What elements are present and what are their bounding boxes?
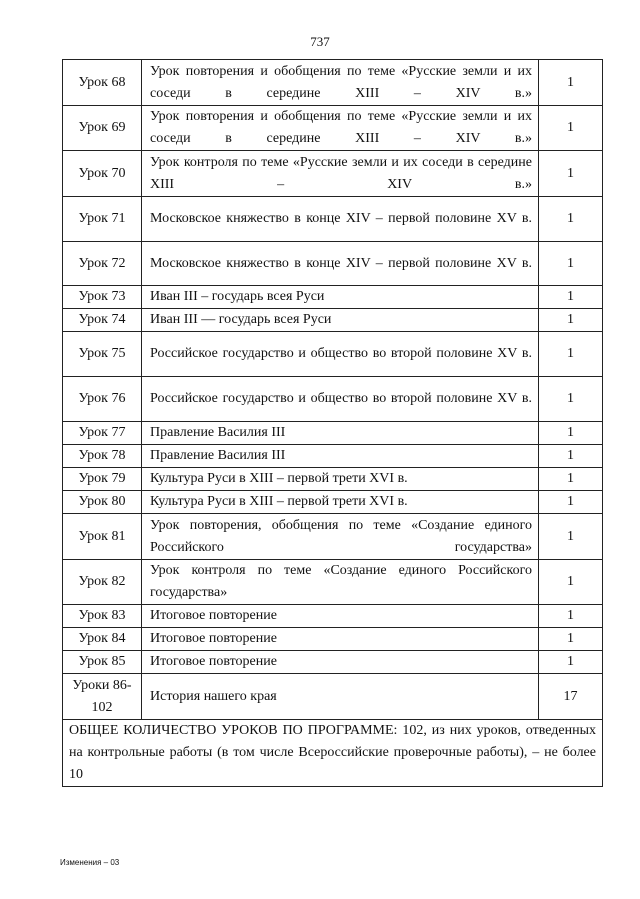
table-row	[63, 309, 603, 332]
topic-cell: Урок повторения и обобщения по теме «Русские земли и их соседи в середине XIII – XIV в.»	[142, 106, 539, 151]
lesson-cell: Урок 77	[63, 422, 142, 445]
hours-cell: 1	[539, 560, 603, 605]
hours-cell: 1	[539, 286, 603, 309]
table-row	[63, 242, 603, 286]
table-row	[63, 445, 603, 468]
topic-cell: Иван III — государь всея Руси	[142, 309, 539, 332]
hours-cell: 1	[539, 445, 603, 468]
hours-cell: 1	[539, 106, 603, 151]
topic-cell: Правление Василия III	[142, 422, 539, 445]
topic-cell: Урок повторения и обобщения по теме «Русские земли и их соседи в середине XIII – XIV в.»	[142, 60, 539, 106]
lesson-cell: Урок 81	[63, 514, 142, 560]
table-row	[63, 106, 603, 151]
lesson-cell: Урок 69	[63, 106, 142, 151]
table-row	[63, 514, 603, 560]
hours-cell: 1	[539, 197, 603, 242]
topic-cell: Культура Руси в XIII – первой трети XVI в.	[142, 468, 539, 491]
table-row	[63, 468, 603, 491]
table-row	[63, 628, 603, 651]
lessons-table	[62, 59, 603, 787]
table-row	[63, 60, 603, 106]
table-row	[63, 377, 603, 422]
table-row	[63, 151, 603, 197]
lesson-cell: Урок 82	[63, 560, 142, 605]
topic-cell: Урок контроля по теме «Создание единого Российского государства»	[142, 560, 539, 605]
hours-cell: 1	[539, 151, 603, 197]
topic-cell: Правление Василия III	[142, 445, 539, 468]
table-row	[63, 197, 603, 242]
topic-cell: Иван III – государь всея Руси	[142, 286, 539, 309]
hours-cell: 1	[539, 377, 603, 422]
page-number: 737	[310, 34, 330, 49]
table-row	[63, 422, 603, 445]
lesson-cell: Урок 70	[63, 151, 142, 197]
topic-cell: История нашего края	[142, 674, 539, 720]
lesson-cell: Урок 75	[63, 332, 142, 377]
topic-cell: Российское государство и общество во второй половине XV в.	[142, 332, 539, 377]
lesson-cell: Урок 74	[63, 309, 142, 332]
lesson-cell: Урок 79	[63, 468, 142, 491]
lesson-cell: Урок 78	[63, 445, 142, 468]
hours-cell: 1	[539, 242, 603, 286]
hours-cell: 17	[539, 674, 603, 720]
lesson-cell: Урок 72	[63, 242, 142, 286]
lesson-cell: Урок 73	[63, 286, 142, 309]
table-row	[63, 332, 603, 377]
table-row	[63, 651, 603, 674]
table-row	[63, 286, 603, 309]
topic-cell: Российское государство и общество во второй половине XV в.	[142, 377, 539, 422]
hours-cell: 1	[539, 628, 603, 651]
lesson-cell: Урок 80	[63, 491, 142, 514]
lesson-cell: Уроки 86-102	[63, 674, 142, 720]
hours-cell: 1	[539, 514, 603, 560]
topic-cell: Итоговое повторение	[142, 651, 539, 674]
topic-cell: Московское княжество в конце XIV – первой половине XV в.	[142, 197, 539, 242]
topic-cell: Урок повторения, обобщения по теме «Создание единого Российского государства»	[142, 514, 539, 560]
hours-cell: 1	[539, 422, 603, 445]
lesson-cell: Урок 84	[63, 628, 142, 651]
hours-cell: 1	[539, 651, 603, 674]
table-row	[63, 605, 603, 628]
lesson-cell: Урок 83	[63, 605, 142, 628]
topic-cell: Урок контроля по теме «Русские земли и их соседи в середине XIII – XIV в.»	[142, 151, 539, 197]
topic-cell: Итоговое повторение	[142, 628, 539, 651]
lesson-cell: Урок 71	[63, 197, 142, 242]
lesson-cell: Урок 76	[63, 377, 142, 422]
hours-cell: 1	[539, 491, 603, 514]
topic-cell: Московское княжество в конце XIV – первой половине XV в.	[142, 242, 539, 286]
lesson-cell: Урок 68	[63, 60, 142, 106]
topic-cell: Итоговое повторение	[142, 605, 539, 628]
hours-cell: 1	[539, 60, 603, 106]
hours-cell: 1	[539, 605, 603, 628]
total-row	[63, 720, 603, 787]
footer-note: Изменения – 03	[60, 858, 120, 867]
table-row	[63, 674, 603, 720]
total-cell: ОБЩЕЕ КОЛИЧЕСТВО УРОКОВ ПО ПРОГРАММЕ: 102, из них уроков, отведенных на контрольные работы (в том числе Всероссийские проверочные работы), – не более 10	[63, 720, 603, 787]
hours-cell: 1	[539, 468, 603, 491]
lesson-cell: Урок 85	[63, 651, 142, 674]
hours-cell: 1	[539, 309, 603, 332]
topic-cell: Культура Руси в XIII – первой трети XVI в.	[142, 491, 539, 514]
table-row	[63, 560, 603, 605]
table-row	[63, 491, 603, 514]
hours-cell: 1	[539, 332, 603, 377]
